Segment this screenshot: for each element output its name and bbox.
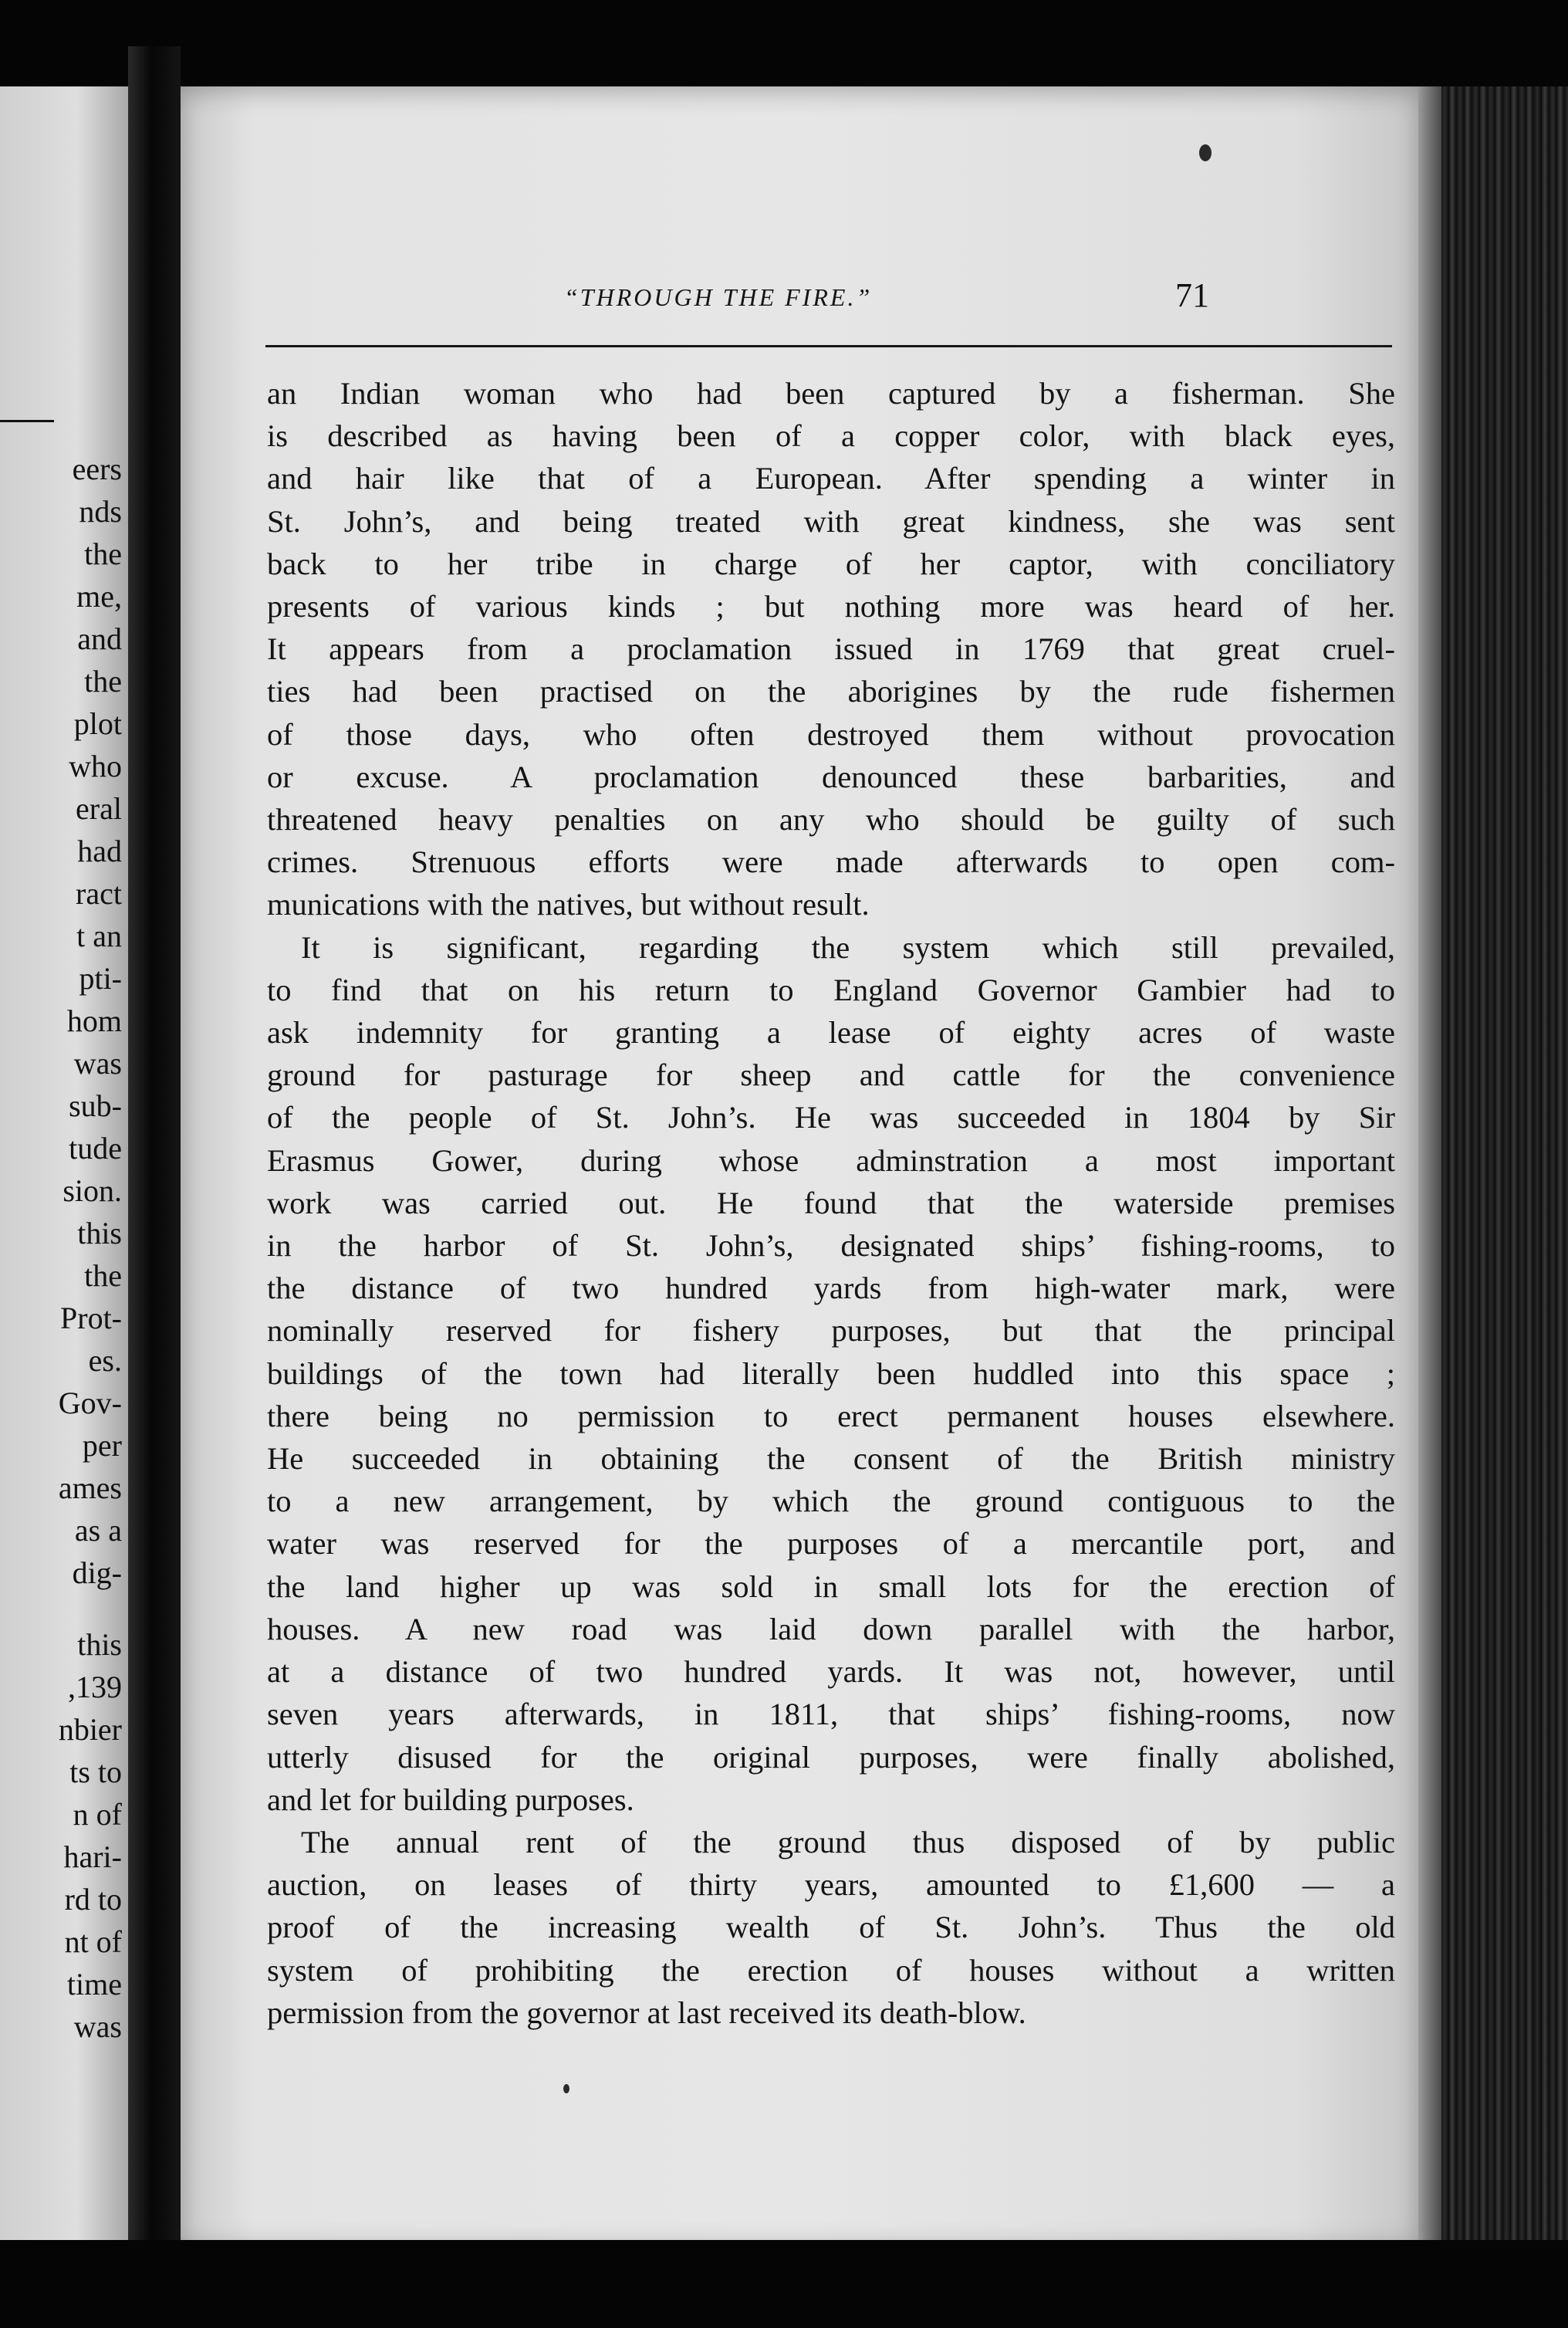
text-line: ask indemnity for granting a lease of eighty acres of waste	[267, 1015, 1395, 1051]
paragraph	[267, 1821, 1395, 2034]
previous-page-line: hom	[66, 1003, 122, 1038]
text-line: of the people of St. John’s. He was succeeded in 1804 by Sir	[267, 1100, 1395, 1135]
previous-page-line: the	[84, 664, 122, 699]
text-line: proof of the increasing wealth of St. John’s. Thus the old	[267, 1910, 1395, 1945]
text-line: system of prohibiting the erection of houses without a written	[267, 1952, 1395, 1988]
text-line: to a new arrangement, by which the ground contiguous to the	[267, 1484, 1395, 1519]
previous-page-line: and	[77, 621, 122, 656]
text-line: is described as having been of a copper color, with black eyes,	[267, 418, 1395, 454]
book-page	[181, 86, 1418, 2240]
text-line: It is significant, regarding the system which still prevailed,	[301, 929, 1395, 965]
body-text	[267, 372, 1395, 2034]
text-line: buildings of the town had literally been huddled into this space ;	[267, 1355, 1395, 1391]
text-line: work was carried out. He found that the waterside premises	[267, 1185, 1395, 1220]
previous-page-line: sion.	[63, 1173, 122, 1208]
text-line: and hair like that of a European. After spending a winter in	[267, 461, 1395, 496]
previous-page-line: ts to	[69, 1754, 122, 1789]
previous-page-line: eers	[72, 452, 122, 486]
previous-page-line: plot	[73, 706, 122, 741]
text-line: seven years afterwards, in 1811, that ships’ fishing-rooms, now	[267, 1697, 1395, 1732]
text-line: back to her tribe in charge of her captor, with conciliatory	[267, 546, 1395, 581]
previous-page-line: es.	[88, 1343, 122, 1378]
text-line: and let for building purposes.	[267, 1782, 634, 1817]
previous-page-line: was	[73, 2009, 122, 2044]
book-gutter	[128, 46, 181, 2277]
previous-page-line: had	[77, 834, 122, 868]
previous-page-line: ,139	[68, 1670, 122, 1704]
text-line: to find that on his return to England Governor Gambier had to	[267, 972, 1395, 1007]
text-line: the land higher up was sold in small lots for the erection of	[267, 1568, 1395, 1604]
text-line: auction, on leases of thirty years, amounted to £1,600 — a	[267, 1867, 1395, 1903]
previous-page-line: the	[84, 536, 122, 571]
text-line: utterly disused for the original purposes, were finally abolished,	[267, 1739, 1395, 1775]
running-head	[181, 276, 1418, 330]
text-line: the distance of two hundred yards from high-water mark, were	[267, 1271, 1395, 1306]
text-line: houses. A new road was laid down parallel with the harbor,	[267, 1611, 1395, 1646]
previous-page-line: t an	[76, 919, 122, 953]
previous-page-text-fragments	[59, 448, 122, 2048]
previous-page-line: tude	[69, 1131, 122, 1166]
previous-page-line: who	[69, 749, 122, 783]
text-line: Erasmus Gower, during whose adminstration a most important	[267, 1142, 1395, 1178]
text-line: crimes. Strenuous efforts were made afterwards to open com-	[267, 844, 1395, 880]
text-line: in the harbor of St. John’s, designated ships’ fishing-rooms, to	[267, 1228, 1395, 1264]
previous-page-line: sub-	[69, 1088, 122, 1123]
text-line: or excuse. A proclamation denounced these barbarities, and	[267, 759, 1395, 794]
previous-page-line: n of	[73, 1797, 122, 1832]
text-line: there being no permission to erect permanent houses elsewhere.	[267, 1398, 1395, 1433]
scan-border	[0, 2240, 1568, 2328]
paragraph	[267, 372, 1395, 926]
previous-page-head-rule	[0, 420, 54, 422]
previous-page-line: nt of	[64, 1924, 122, 1959]
text-line: ground for pasturage for sheep and cattle for the convenience	[267, 1057, 1395, 1093]
text-line: presents of various kinds ; but nothing more was heard of her.	[267, 589, 1395, 624]
previous-page-line: rd to	[64, 1882, 122, 1917]
previous-page-line: per	[82, 1428, 122, 1463]
previous-page-line: this	[77, 1216, 122, 1250]
page-number: 71	[1175, 276, 1209, 314]
text-line: an Indian woman who had been captured by a fisherman. She	[267, 376, 1395, 411]
text-line: water was reserved for the purposes of a mercantile port, and	[267, 1526, 1395, 1562]
running-title: “THROUGH THE FIRE.”	[564, 283, 873, 311]
paper-speck	[1199, 144, 1211, 161]
previous-page-line: as a	[74, 1513, 122, 1548]
text-line: munications with the natives, but without result.	[267, 887, 870, 922]
previous-page-line: hari-	[63, 1839, 122, 1874]
text-line: permission from the governor at last received its death-blow.	[267, 1995, 1026, 2030]
previous-page-line: pti-	[79, 961, 122, 996]
previous-page-line: this	[77, 1627, 122, 1662]
text-line: He succeeded in obtaining the consent of the British ministry	[267, 1441, 1395, 1477]
paragraph	[267, 926, 1395, 1821]
text-line: threatened heavy penalties on any who should be guilty of such	[267, 802, 1395, 837]
previous-page-line: nbier	[58, 1712, 122, 1747]
previous-page-line: ract	[76, 876, 122, 911]
text-line: at a distance of two hundred yards. It was not, however, until	[267, 1654, 1395, 1690]
page-stack-edges	[1418, 86, 1568, 2240]
text-line: nominally reserved for fishery purposes, but that the principal	[267, 1313, 1395, 1348]
previous-page-line: Prot-	[60, 1301, 122, 1335]
text-line: St. John’s, and being treated with great kindness, she was sent	[267, 503, 1395, 539]
paper-speck	[563, 2084, 569, 2093]
previous-page-edge	[0, 86, 128, 2248]
previous-page-line: was	[73, 1046, 122, 1081]
text-line: ties had been practised on the aborigines by the rude fishermen	[267, 674, 1395, 709]
previous-page-line: the	[84, 1258, 122, 1293]
previous-page-line: nds	[79, 494, 122, 529]
head-rule	[265, 345, 1392, 347]
previous-page-line: me,	[76, 579, 122, 614]
previous-page-line: eral	[76, 791, 122, 826]
text-line: The annual rent of the ground thus disposed of by public	[301, 1824, 1395, 1859]
text-line: of those days, who often destroyed them without provocation	[267, 716, 1395, 752]
text-line: It appears from a proclamation issued in 1769 that great cruel-	[267, 631, 1395, 667]
paragraph-gap	[59, 1594, 122, 1623]
previous-page-line: time	[66, 1967, 122, 2001]
previous-page-line: Gov-	[58, 1386, 122, 1420]
previous-page-line: dig-	[72, 1555, 122, 1590]
previous-page-line: ames	[58, 1470, 122, 1505]
